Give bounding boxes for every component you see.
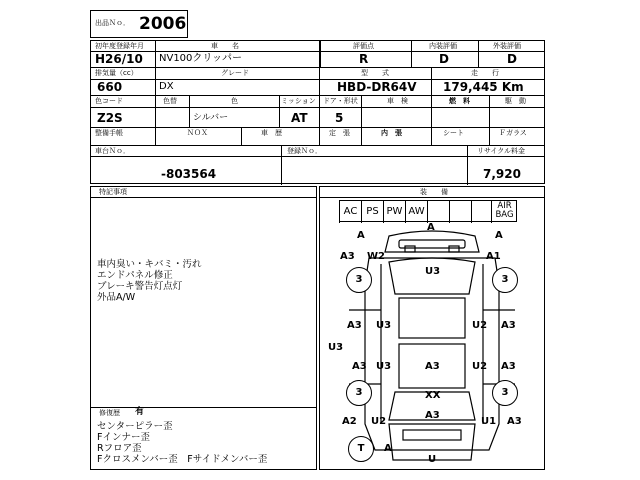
remarks-label: 特記事項 — [99, 188, 127, 196]
score-label: 評価点 — [353, 42, 374, 50]
damage-mark: U2 — [472, 320, 488, 331]
grade-label: グレード — [221, 69, 249, 77]
tire-rear-left: 3 — [346, 380, 372, 406]
damage-mark: A2 — [342, 416, 357, 427]
model-value: HBD-DR64V — [337, 80, 417, 94]
repair-line-1: センターピラー歪 — [97, 421, 173, 432]
equip-blank-2 — [449, 201, 471, 223]
repair-line-2: Fインナー歪 — [97, 432, 150, 443]
damage-mark: W2 — [367, 251, 385, 262]
doors-value: 5 — [335, 111, 344, 125]
damage-mark: U1 — [481, 416, 497, 427]
grade-value: DX — [159, 81, 174, 92]
damage-mark: A3 — [352, 361, 367, 372]
exterior-value: D — [507, 52, 517, 66]
damage-mark: A3 — [501, 320, 516, 331]
repair-line-4: Fクロスメンバー歪 Fサイドメンバー歪 — [97, 454, 268, 465]
tire-front-left: 3 — [346, 267, 372, 293]
damage-mark: U3 — [425, 266, 441, 277]
seat-label: シート — [443, 129, 464, 137]
manual-label: 整備手帳 — [95, 129, 123, 137]
damage-mark: U3 — [328, 342, 344, 353]
damage-mark: U2 — [371, 416, 387, 427]
equip-blank-1 — [427, 201, 449, 223]
remarks-box — [90, 186, 317, 470]
equip-pw: PW — [383, 201, 405, 223]
car-name-label: 車 名 — [211, 42, 239, 50]
transmission-label: ミッション — [281, 97, 316, 105]
repair-line-3: Rフロア歪 — [97, 443, 142, 454]
model-label: 型 式 — [361, 69, 389, 77]
damage-mark: A1 — [486, 251, 501, 262]
equipment-row — [339, 200, 517, 222]
car-name-value: NV100クリッパー — [159, 53, 243, 64]
first-reg-label: 初年度登録年月 — [95, 42, 144, 50]
remarks-line-4: 外品A/W — [97, 292, 136, 303]
damage-mark: U2 — [472, 361, 488, 372]
displacement-value: 660 — [97, 80, 123, 94]
info-table — [90, 40, 545, 184]
damage-mark: A3 — [340, 251, 355, 262]
equip-airbag-label: AIR BAG — [495, 201, 514, 220]
color-value: シルバー — [193, 113, 229, 123]
equip-ac: AC — [339, 201, 361, 223]
interior-mat-label: 内 張 — [381, 129, 402, 137]
damage-mark: U — [428, 454, 437, 465]
power-window-label: 定 張 — [329, 129, 350, 137]
history-label: 車 歴 — [261, 129, 282, 137]
equip-ps: PS — [361, 201, 383, 223]
glass-label: Ｆガラス — [499, 129, 527, 137]
damage-mark: A — [495, 230, 503, 241]
lot-number-value: 2006 — [139, 14, 187, 34]
nox-label: ＮＯＸ — [187, 129, 208, 137]
damage-mark: A3 — [507, 416, 522, 427]
remarks-line-3: ブレーキ警告灯点灯 — [97, 281, 183, 292]
color-code-label: 色コード — [95, 97, 123, 105]
drive-label: 駆 動 — [505, 97, 526, 105]
color-label: 色 — [231, 97, 238, 105]
equip-aw: AW — [405, 201, 427, 223]
damage-mark: A — [384, 443, 392, 454]
remarks-line-1: 車内臭い・キバミ・汚れ — [97, 259, 202, 270]
recycle-label: リサイクル料金 — [477, 147, 526, 155]
repair-label: 修復歴 — [99, 409, 120, 417]
recycle-value: 7,920 — [483, 167, 521, 181]
lot-number-label: 出品Ｎｏ． — [95, 19, 130, 27]
tire-rear-right: 3 — [492, 380, 518, 406]
mileage-value: 179,445 Km — [443, 80, 524, 94]
interior-label: 内装評価 — [429, 42, 457, 50]
mileage-label: 走 行 — [471, 69, 499, 77]
equip-blank-3 — [471, 201, 491, 223]
chassis-label: 車台Ｎｏ． — [95, 147, 130, 155]
color-type-label: 色替 — [163, 97, 177, 105]
damage-mark: A3 — [347, 320, 362, 331]
color-code-value: Z2S — [97, 111, 123, 125]
transmission-value: AT — [291, 111, 308, 125]
reg-no-label: 登録Ｎｏ． — [287, 147, 322, 155]
damage-mark: A — [357, 230, 365, 241]
damage-mark: A — [427, 222, 435, 233]
tire-spare: T — [348, 436, 374, 462]
displacement-label: 排気量（cc） — [95, 69, 138, 77]
equip-airbag — [491, 201, 517, 223]
score-value: R — [359, 52, 369, 66]
chassis-value: -803564 — [161, 167, 217, 181]
interior-value: D — [439, 52, 449, 66]
doors-label: ドア・形状 — [323, 97, 358, 105]
damage-mark: A3 — [425, 361, 440, 372]
damage-mark: A3 — [425, 410, 440, 421]
fuel-label: 燃 料 — [449, 97, 470, 105]
remarks-line-2: エンドパネル修正 — [97, 270, 173, 281]
capacity-label: 車 検 — [387, 97, 408, 105]
tire-front-right: 3 — [492, 267, 518, 293]
equipment-label: 装 備 — [420, 188, 448, 196]
exterior-label: 外装評価 — [493, 42, 521, 50]
damage-mark: XX — [425, 390, 441, 401]
lot-number-box — [90, 10, 188, 38]
repair-value: 有 — [135, 407, 145, 417]
damage-mark: U3 — [376, 320, 392, 331]
damage-mark: A3 — [501, 361, 516, 372]
damage-mark: U3 — [376, 361, 392, 372]
first-reg-value: H26/10 — [95, 52, 143, 66]
